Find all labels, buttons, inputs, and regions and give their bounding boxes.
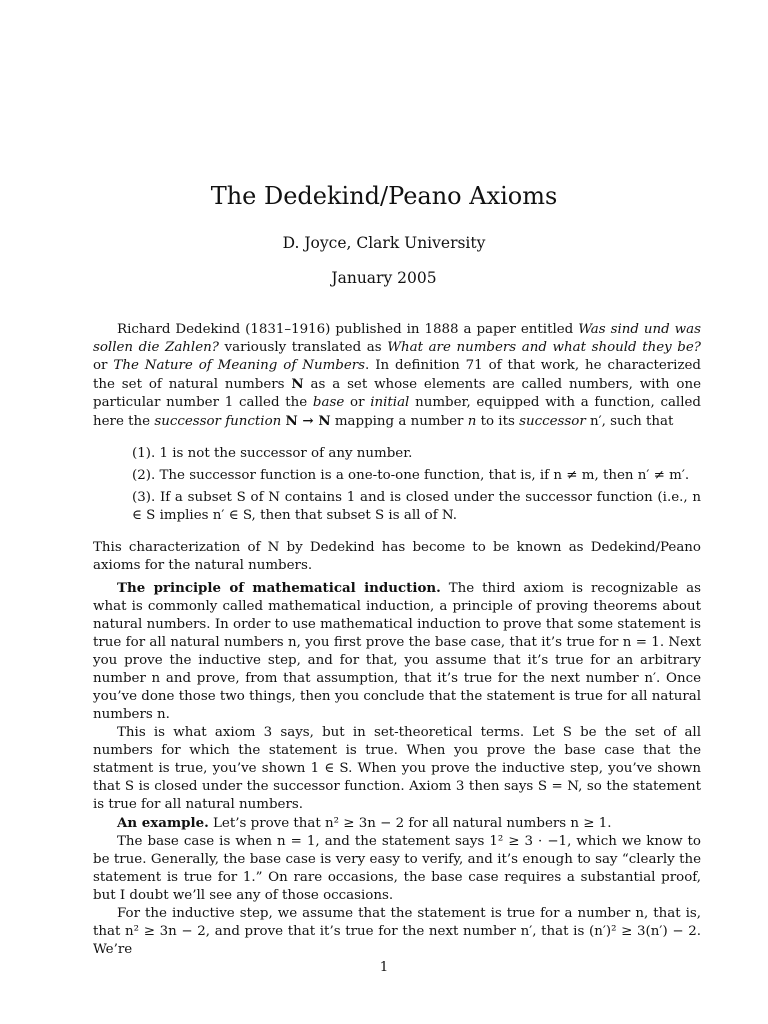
example-text: Let’s prove that n² ≥ 3n − 2 for all natural numbers n ≥ 1. bbox=[208, 816, 612, 831]
axiom-list bbox=[132, 445, 701, 525]
induction-text: The third axiom is recognizable as what is commonly called mathematical induction, a principle of proving theorems about natural numbers. In order to use mathematical induction to prove that some statement is true for all natural numbers n, you first prove the base case, that it’s true for n = 1. Next you prove the inductive step, and for that, you assume that it’s true for an arbitrary number n and prove, from that assumption, that it’s true for the next number n′. Once you’ve done those two things, then you conclude that the statement is true for all natural numbers n. bbox=[93, 581, 701, 722]
intro-text: number, equipped with a function, called here the bbox=[93, 395, 701, 429]
term-successor: successor bbox=[519, 414, 586, 429]
document-body bbox=[93, 321, 701, 959]
base-case-paragraph: The base case is when n = 1, and the statement says 1² ≥ 3 · −1, which we know to be true. Generally, the base case is very easy to verify, and it’s enough to say “clearly the statement is true for 1.” On rare occasions, the base case requires a substantial proof, but I doubt we’ll see any of those occasions. bbox=[93, 834, 701, 903]
inductive-step-paragraph: For the inductive step, we assume that the statement is true for a number n, that is, that n² ≥ 3n − 2, and prove that it’s true for the next number n′, that is (n′)² ≥ 3(n′) − 2. We’re bbox=[93, 906, 701, 957]
intro-paragraph bbox=[93, 321, 701, 431]
intro-text: to its bbox=[476, 414, 520, 429]
induction-paragraph bbox=[93, 579, 701, 724]
variable-n: n bbox=[467, 414, 477, 429]
term-initial: initial bbox=[370, 395, 410, 410]
characterization-paragraph: This characterization of N by Dedekind has become to be known as Dedekind/Peano axioms for the natural numbers. bbox=[93, 540, 701, 573]
intro-text: . In definition 71 of that work, he characterized the set of natural numbers bbox=[93, 358, 701, 392]
induction-heading: The principle of mathematical induction. bbox=[117, 580, 441, 596]
page-number: 1 bbox=[379, 960, 389, 975]
intro-text: Richard Dedekind (1831–1916) published in 1888 a paper entitled bbox=[117, 322, 579, 337]
naturals-symbol: N bbox=[291, 376, 304, 392]
intro-text: mapping a number bbox=[330, 414, 468, 429]
example-paragraph bbox=[93, 814, 701, 833]
translation-title: The Nature of Meaning of Numbers bbox=[113, 358, 366, 373]
axiom-item: (3). If a subset S of N contains 1 and is closed under the successor function (i.e., n ∈ S implies n′ ∈ S, then that subset S is all of N. bbox=[132, 490, 701, 523]
intro-text: or bbox=[93, 358, 114, 373]
paper-title: Was sind und was sollen die Zahlen? bbox=[93, 322, 701, 355]
axiom-item: (2). The successor function is a one-to-one function, that is, if n ≠ m, then n′ ≠ m′. bbox=[132, 468, 690, 483]
axiom3-paragraph: This is what axiom 3 says, but in set-theoretical terms. Let S be the set of all numbers for which the statement is true. When you prove the base case that the statment is true, you’ve shown 1 ∈ S. When you prove the inductive step, you’ve shown that S is closed under the successor function. Axiom 3 then says S = N, so the statement is true for all natural numbers. bbox=[93, 725, 701, 812]
translation-title: What are numbers and what should they be? bbox=[387, 340, 701, 355]
axiom-item: (1). 1 is not the successor of any number. bbox=[132, 446, 413, 461]
intro-text: variously translated as bbox=[218, 340, 388, 355]
document-title: The Dedekind/Peano Axioms bbox=[210, 182, 558, 210]
term-successor-function: successor function bbox=[154, 414, 282, 429]
intro-text: n′, such that bbox=[585, 414, 674, 429]
intro-text: as a set whose elements are called numbers, with one particular number 1 called the bbox=[93, 377, 701, 410]
mapping-expression: N → N bbox=[285, 413, 331, 429]
author-line: D. Joyce, Clark University bbox=[282, 234, 486, 252]
example-heading: An example. bbox=[117, 815, 209, 831]
term-base: base bbox=[312, 395, 345, 410]
date-line: January 2005 bbox=[331, 269, 437, 287]
intro-text: or bbox=[344, 395, 371, 410]
